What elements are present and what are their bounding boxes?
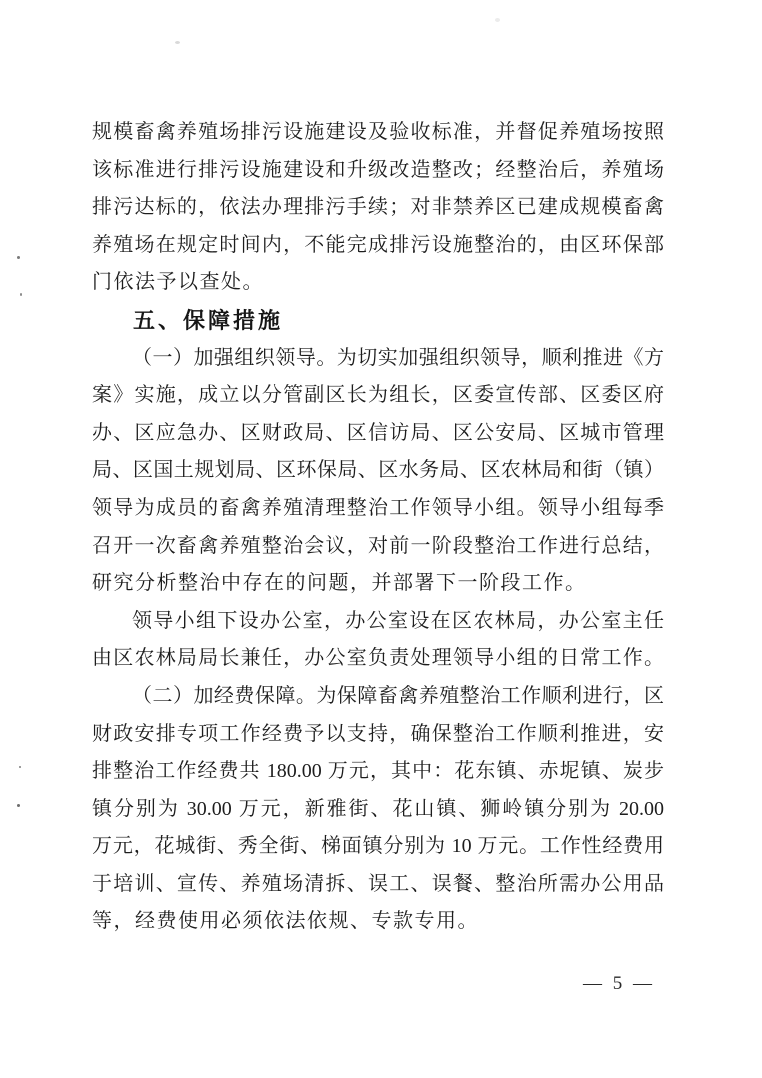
scan-speck bbox=[17, 804, 20, 807]
text-line: 办、区应急办、区财政局、区信访局、区公安局、区城市管理 bbox=[92, 421, 664, 444]
scan-speck bbox=[20, 293, 22, 296]
page-number: — 5 — bbox=[583, 973, 655, 994]
text-line: 等，经费使用必须依法依规、专款专用。 bbox=[92, 910, 479, 933]
text-line: 研究分析整治中存在的问题，并部署下一阶段工作。 bbox=[92, 572, 587, 595]
text-line: 门依法予以查处。 bbox=[92, 271, 264, 294]
paragraph-first-line: （二）加经费保障。为保障畜禽养殖整治工作顺利进行，区 bbox=[132, 684, 664, 707]
scan-speck bbox=[17, 256, 20, 259]
document-body bbox=[92, 114, 664, 941]
section-heading: 五、保障措施 bbox=[133, 307, 284, 333]
text-line: 财政安排专项工作经费予以支持，确保整治工作顺利推进，安 bbox=[92, 722, 664, 745]
text-line: 镇分别为 30.00 万元，新雅街、花山镇、狮岭镇分别为 20.00 bbox=[92, 797, 664, 820]
text-line: 万元，花城街、秀全街、梯面镇分别为 10 万元。工作性经费用 bbox=[92, 835, 664, 858]
text-line: 于培训、宣传、养殖场清拆、误工、误餐、整治所需办公用品 bbox=[92, 872, 664, 895]
text-line: 局、区国土规划局、区环保局、区水务局、区农林局和街（镇） bbox=[92, 459, 664, 482]
text-line: 养殖场在规定时间内，不能完成排污设施整治的，由区环保部 bbox=[92, 233, 664, 256]
scan-speck bbox=[175, 41, 180, 44]
text-line: 由区农林局局长兼任，办公室负责处理领导小组的日常工作。 bbox=[92, 647, 664, 670]
text-line: 该标准进行排污设施建设和升级改造整改；经整治后，养殖场 bbox=[92, 158, 664, 181]
scan-speck bbox=[495, 18, 500, 22]
scan-speck bbox=[19, 766, 21, 768]
text-line: 召开一次畜禽养殖整治会议，对前一阶段整治工作进行总结， bbox=[92, 534, 664, 557]
text-line: 案》实施，成立以分管副区长为组长，区委宣传部、区委区府 bbox=[92, 384, 664, 407]
text-line: 规模畜禽养殖场排污设施建设及验收标准，并督促养殖场按照 bbox=[92, 121, 664, 143]
text-line: 排污达标的，依法办理排污手续；对非禁养区已建成规模畜禽 bbox=[92, 196, 664, 219]
text-line: 排整治工作经费共 180.00 万元，其中：花东镇、赤坭镇、炭步 bbox=[92, 760, 664, 783]
text-line: 领导为成员的畜禽养殖清理整治工作领导小组。领导小组每季 bbox=[92, 496, 664, 519]
paragraph-first-line: 领导小组下设办公室，办公室设在区农林局，办公室主任 bbox=[132, 609, 664, 632]
paragraph-first-line: （一）加强组织领导。为切实加强组织领导，顺利推进《方 bbox=[132, 346, 664, 369]
